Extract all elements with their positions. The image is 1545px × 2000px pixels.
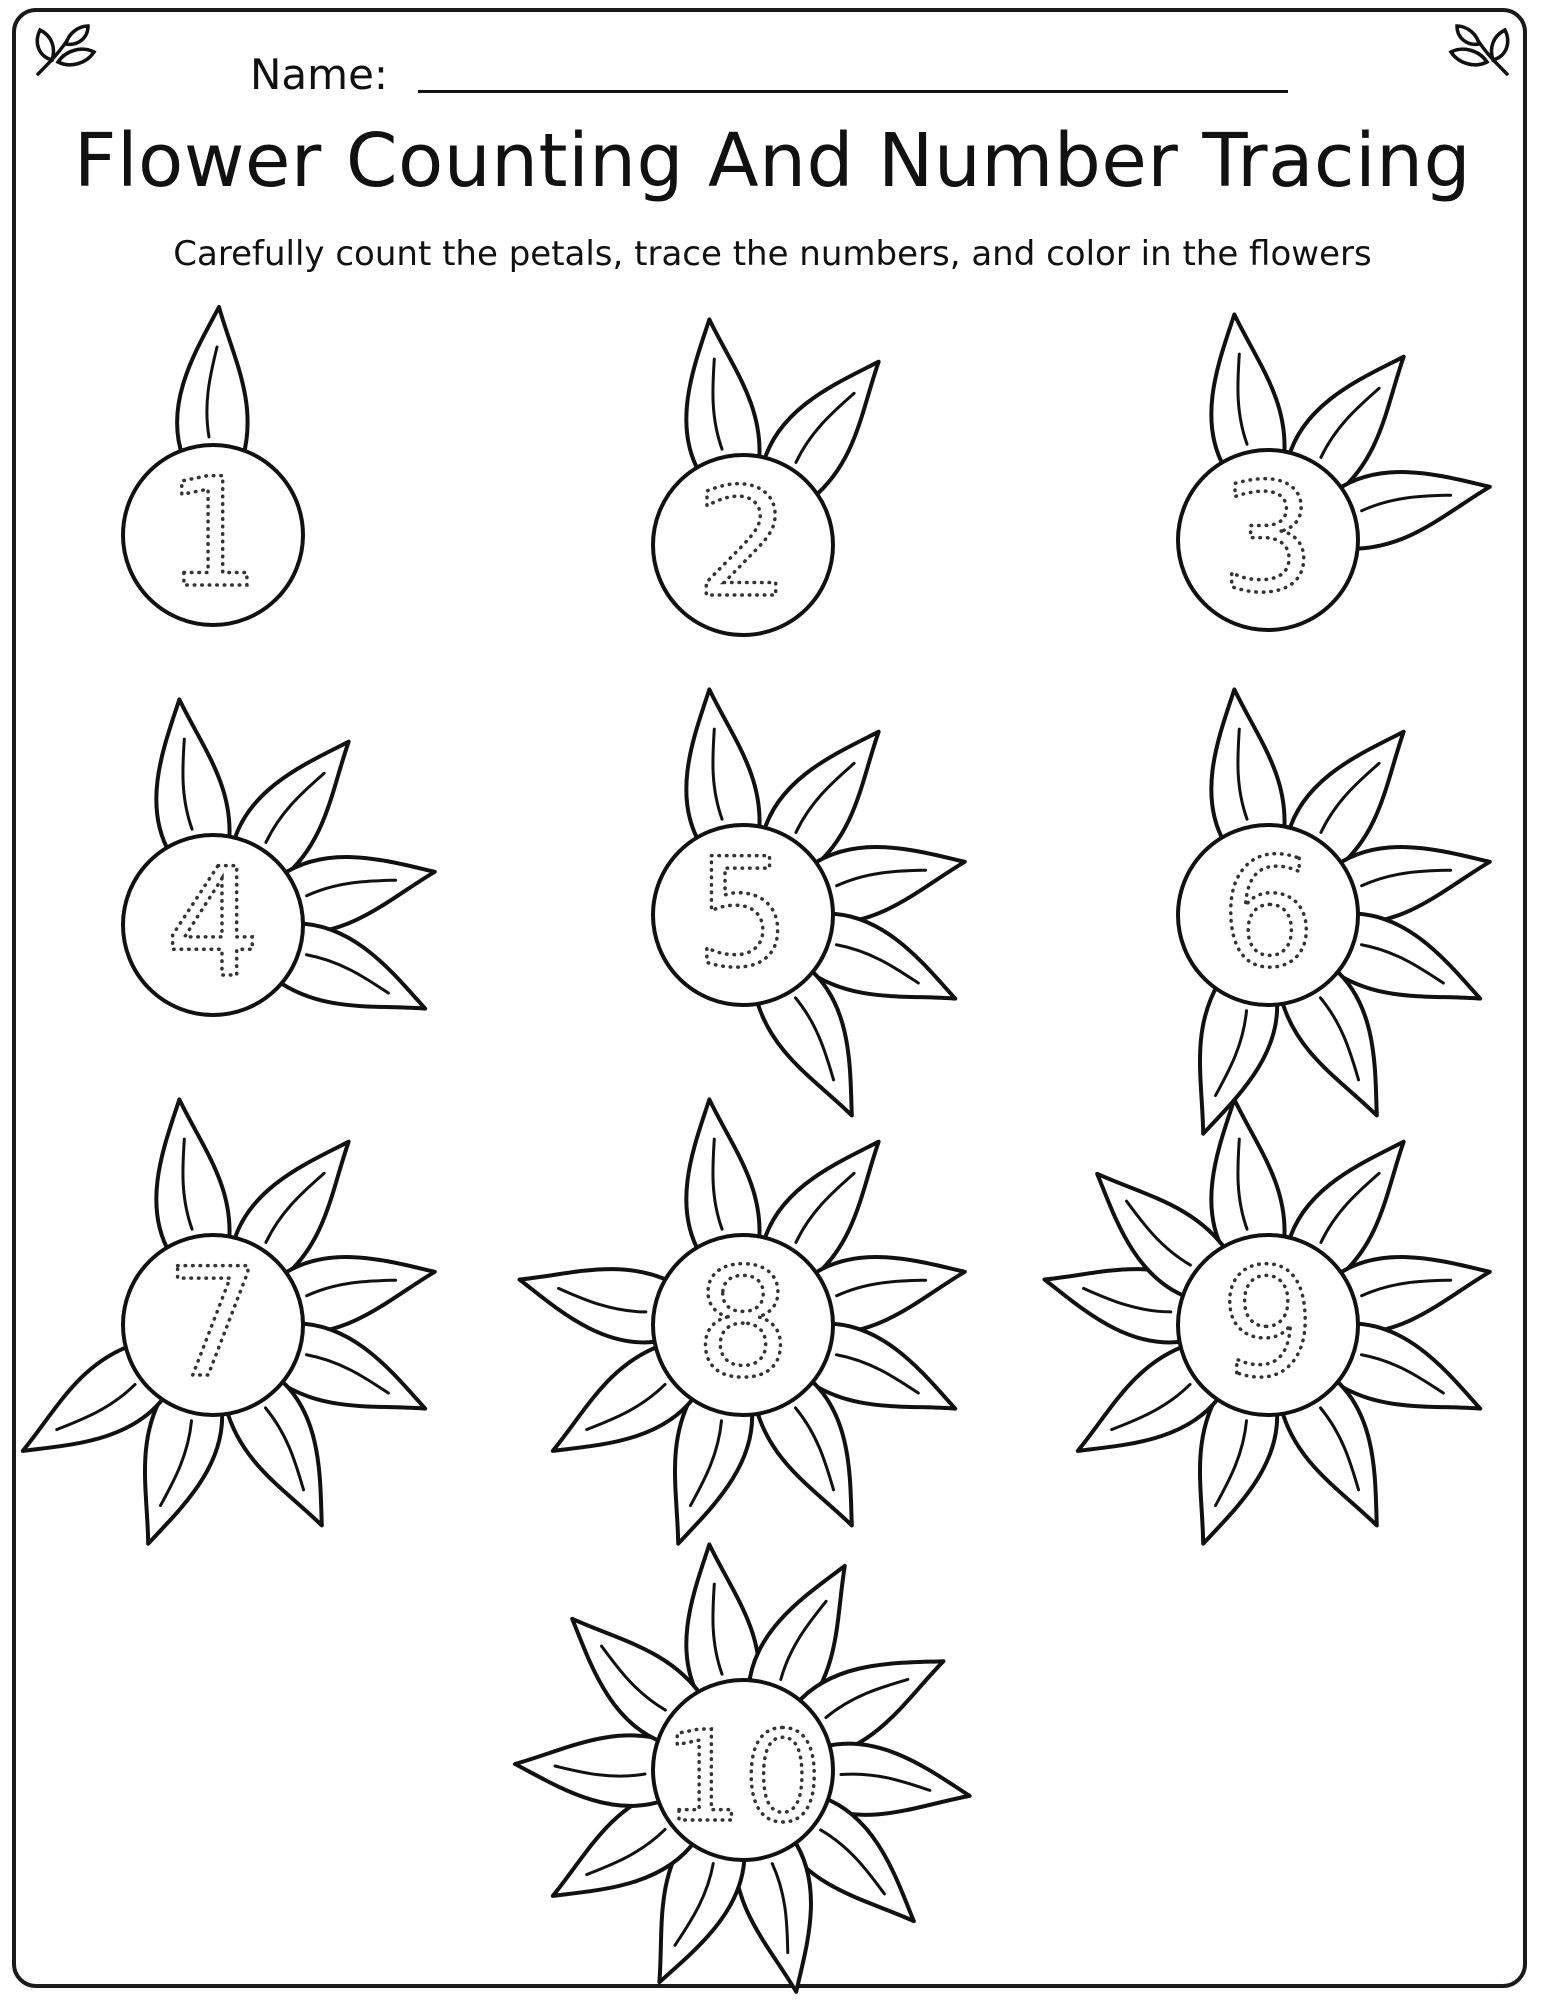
flower-petal — [668, 1094, 764, 1254]
flower-petal — [515, 1735, 665, 1806]
name-label: Name: — [250, 50, 389, 99]
flower-2 — [653, 314, 902, 635]
flower-5 — [653, 684, 972, 1129]
flower-petal — [512, 1251, 672, 1347]
trace-number[interactable]: 4 — [165, 837, 261, 1011]
flower-6 — [1176, 684, 1498, 1144]
flower-petal — [1193, 684, 1289, 844]
flower-8 — [512, 1094, 972, 1554]
flower-petal — [668, 314, 764, 474]
trace-number[interactable]: 1 — [165, 447, 261, 621]
flower-1 — [123, 307, 303, 625]
flower-petal — [177, 307, 248, 457]
trace-number[interactable]: 3 — [1220, 452, 1316, 626]
trace-number[interactable]: 8 — [695, 1237, 791, 1411]
flower-3 — [1178, 309, 1497, 630]
flower-petal — [138, 694, 234, 854]
flower-10 — [515, 1539, 973, 1999]
trace-number[interactable]: 10 — [663, 1705, 823, 1850]
flower-petal — [1193, 309, 1289, 469]
flower-petal — [138, 1094, 234, 1254]
flower-9 — [1037, 1094, 1497, 1554]
flower-petal — [668, 684, 764, 844]
trace-number[interactable]: 6 — [1220, 827, 1316, 1001]
trace-number[interactable]: 7 — [165, 1237, 261, 1411]
trace-number[interactable]: 9 — [1220, 1237, 1316, 1411]
instructions-text: Carefully count the petals, trace the numbers, and color in the flowers — [173, 234, 1372, 274]
page-title: Flower Counting And Number Tracing — [73, 118, 1472, 204]
flower-4 — [123, 694, 442, 1035]
trace-number[interactable]: 2 — [695, 457, 791, 631]
flower-7 — [6, 1094, 442, 1554]
trace-number[interactable]: 5 — [695, 827, 791, 1001]
